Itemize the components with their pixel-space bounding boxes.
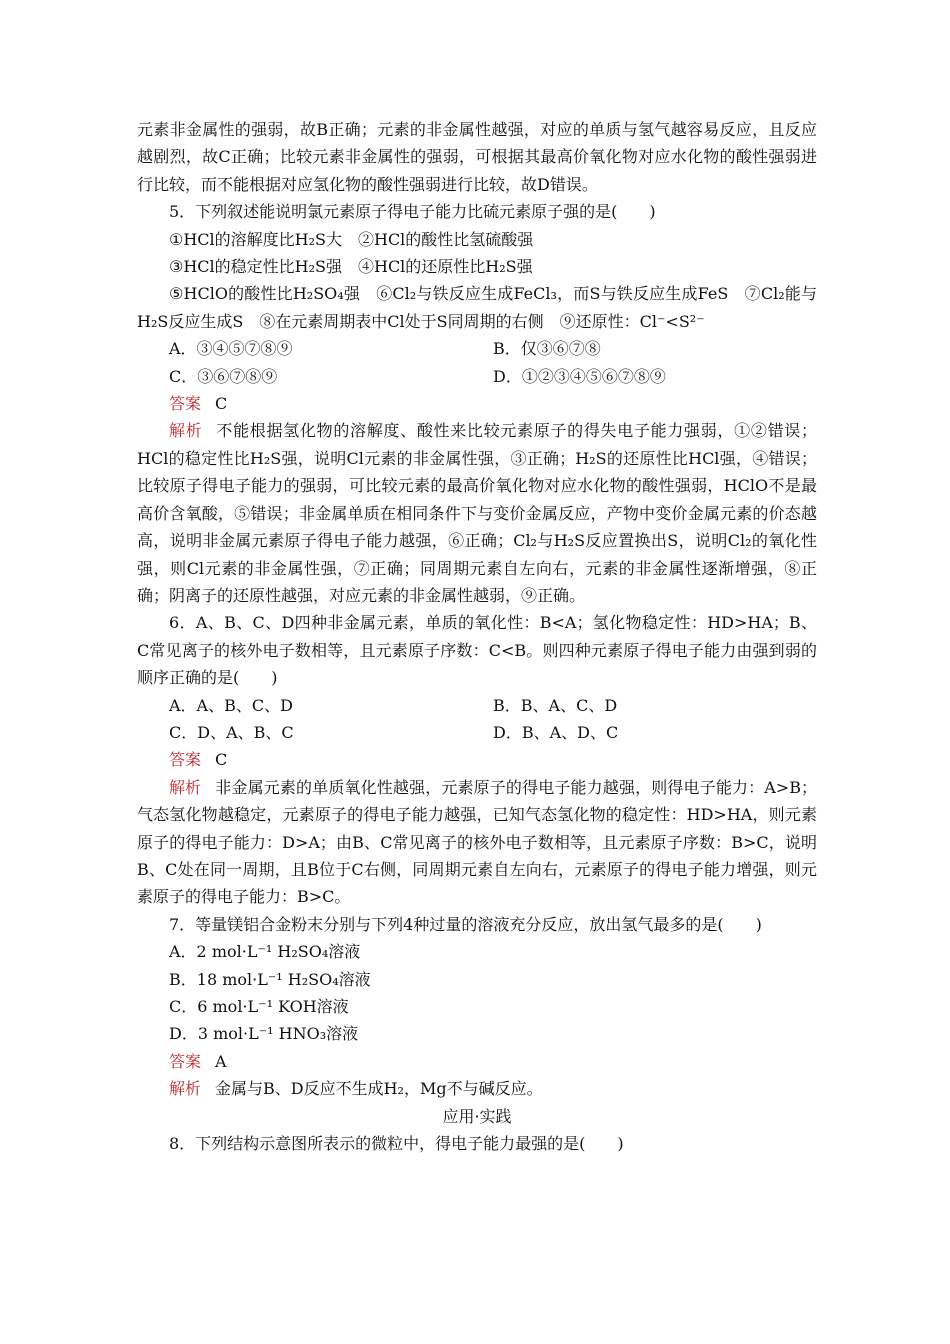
q5-analysis	[137, 417, 817, 609]
q6-option-a: A．A、B、C、D	[169, 695, 293, 715]
intro-paragraph: 元素非金属性的强弱，故B正确；元素的非金属性越强，对应的单质与氢气越容易反应，且反应越剧烈，故C正确；比较元素非金属性的强弱，可根据其最高价氧化物对应水化物的酸性强弱进行比较，而不能根据对应氢化物的酸性强弱进行比较，故D错误。	[137, 120, 817, 194]
q5-options-row-1	[137, 335, 817, 362]
answer-value: C	[215, 394, 228, 414]
answer-label: 答案	[169, 394, 202, 414]
analysis-text: 不能根据氢化物的溶解度、酸性来比较元素原子的得失电子能力强弱，①②错误；HCl的稳定性比H₂S强，说明Cl元素的非金属性强，③正确；H₂S的还原性比HCl强，④错误；比较原子得电子能力的强弱，可比较元素的最高价氧化物对应水化物的酸性强弱，HClO不是最高价含氧酸，⑤错误；非金属单质在相同条件下与变价金属反应，产物中变价金属元素的价态越高，说明非金属元素原子得电子能力越强，⑥正确；Cl₂与H₂S反应置换出S，说明Cl₂的氧化性强，则Cl元素的非金属性强，⑦正确；同周期元素自左向右，元素的非金属性逐渐增强，⑧正确；阴离子的还原性越强，对应元素的非金属性越弱，⑨正确。	[137, 421, 817, 605]
q8-stem: 8．下列结构示意图所表示的微粒中，得电子能力最强的是( )	[169, 1134, 624, 1154]
q5-option-a: A．③④⑤⑦⑧⑨	[169, 339, 293, 359]
analysis-text: 非金属元素的单质氧化性越强，元素原子的得电子能力越强，则得电子能力：A>B；气态氢化物越稳定，元素原子的得电子能力越强，已知气态氢化物的稳定性：HD>HA，则元素原子的得电子能力：D>A；由B、C常见离子的核外电子数相等，且元素原子序数：B>C，说明B、C处在同一周期，且B位于C右侧，同周期元素自左向右，元素原子的得电子能力增强，则元素原子的得电子能力：B>C。	[137, 777, 817, 907]
q6-answer	[137, 746, 817, 773]
q7-option-d: D．3 mol·L⁻¹ HNO₃溶液	[169, 1024, 359, 1044]
q6-options-row-2	[137, 719, 817, 746]
answer-label: 答案	[169, 1051, 202, 1071]
q7-stem: 7．等量镁铝合金粉末分别与下列4种过量的溶液充分反应，放出氢气最多的是( )	[169, 914, 762, 934]
q6-options-row-1	[137, 692, 817, 719]
analysis-label: 解析	[169, 421, 203, 441]
q5-option-b: B．仅③⑥⑦⑧	[493, 339, 601, 359]
answer-value: A	[215, 1051, 227, 1071]
q7-analysis	[137, 1075, 817, 1102]
analysis-text: 金属与B、D反应不生成H₂，Mg不与碱反应。	[215, 1079, 543, 1099]
analysis-label: 解析	[169, 1079, 202, 1099]
q6-option-d: D．B、A、D、C	[493, 722, 619, 742]
section-title: 应用·实践	[442, 1106, 512, 1126]
q5-stem: 5．下列叙述能说明氯元素原子得电子能力比硫元素原子强的是( )	[169, 202, 656, 222]
q6-option-b: B．B、A、C、D	[493, 695, 618, 715]
q5-option-d: D．①②③④⑤⑥⑦⑧⑨	[493, 366, 666, 386]
q7-option-c: C．6 mol·L⁻¹ KOH溶液	[169, 997, 349, 1016]
q6-analysis	[137, 774, 817, 911]
q5-statement-2: ③HCl的稳定性比H₂S强 ④HCl的还原性比H₂S强	[169, 257, 533, 277]
q7-option-a: A．2 mol·L⁻¹ H₂SO₄溶液	[169, 942, 361, 962]
q7-option-b: B．18 mol·L⁻¹ H₂SO₄溶液	[169, 969, 371, 989]
answer-value: C	[215, 750, 228, 770]
q5-options-row-2	[137, 363, 817, 390]
q6-stem: 6．A、B、C、D四种非金属元素，单质的氧化性：B<A；氢化物稳定性：HD>HA；B、C常见离子的核外电子数相等，且元素原子序数：C<B。则四种元素原子得电子能力由强到弱的顺序正确的是( )	[137, 613, 817, 688]
q7-answer	[137, 1048, 817, 1075]
document-page	[137, 116, 817, 1157]
q6-option-c: C．D、A、B、C	[169, 722, 294, 742]
answer-label: 答案	[169, 750, 202, 770]
analysis-label: 解析	[169, 777, 202, 797]
q5-statement-3: ⑤HClO的酸性比H₂SO₄强 ⑥Cl₂与铁反应生成FeCl₃，而S与铁反应生成FeS ⑦Cl₂能与H₂S反应生成S ⑧在元素周期表中Cl处于S同周期的右侧 ⑨还原性：Cl⁻<S²⁻	[137, 284, 817, 331]
q5-option-c: C．③⑥⑦⑧⑨	[169, 366, 278, 386]
q5-statement-1: ①HCl的溶解度比H₂S大 ②HCl的酸性比氢硫酸强	[169, 229, 534, 249]
q5-answer	[137, 390, 817, 417]
